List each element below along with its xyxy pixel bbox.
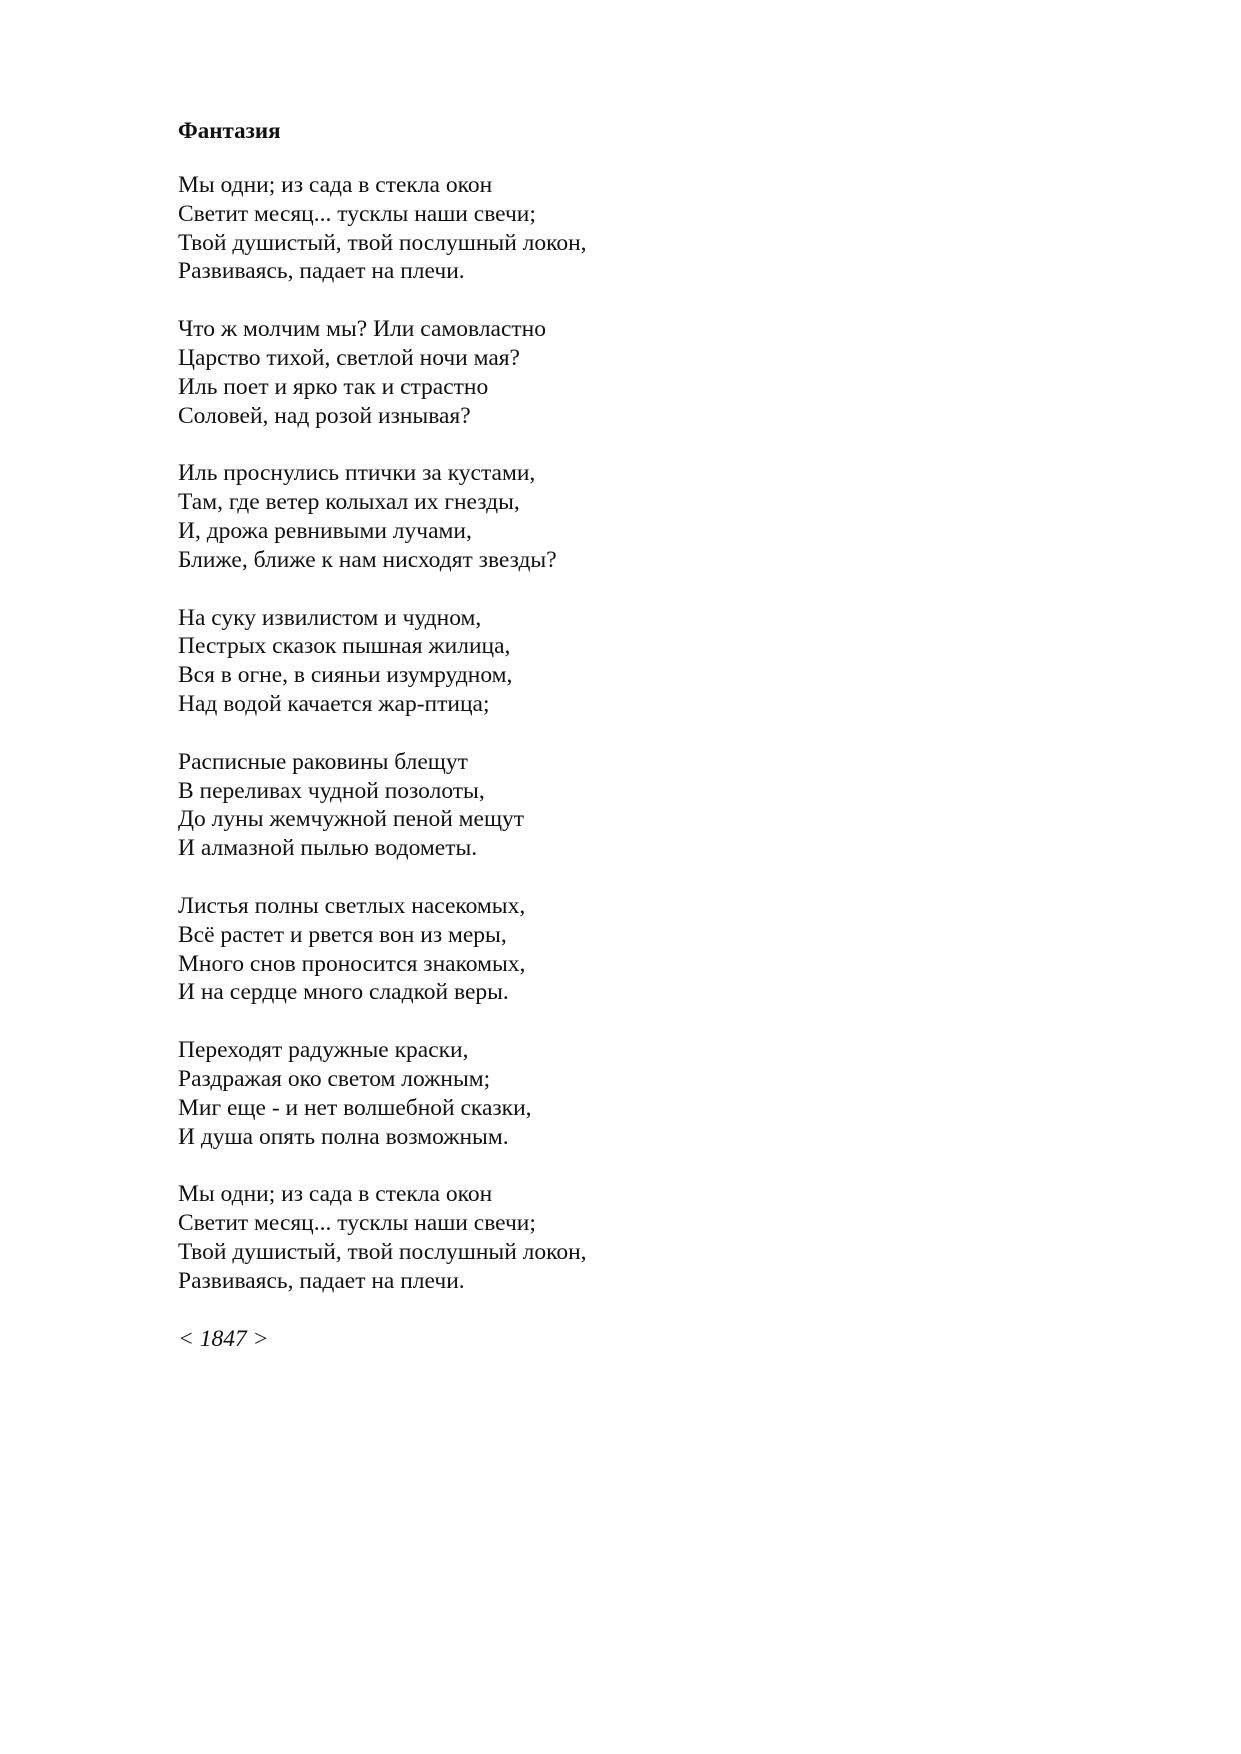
poem-line: Развиваясь, падает на плечи.	[178, 1267, 465, 1294]
poem-line: Что ж молчим мы? Или самовластно	[178, 316, 547, 343]
poem-line: Твой душистый, твой послушный локон,	[178, 1238, 587, 1265]
poem-line: Миг еще - и нет волшебной сказки,	[178, 1094, 532, 1121]
stanza-2	[178, 315, 1158, 430]
poem-line: Раздражая око светом ложным;	[178, 1065, 491, 1092]
poem-line: Пестрых сказок пышная жилица,	[178, 633, 511, 660]
poem-line: В переливах чудной позолоты,	[178, 777, 485, 804]
poem-line: Там, где ветер колыхал их гнезды,	[178, 489, 520, 516]
poem-line: И, дрожа ревнивыми лучами,	[178, 517, 472, 544]
poem-line: На суку извилистом и чудном,	[178, 604, 482, 631]
poem-line: Переходят радужные краски,	[178, 1037, 469, 1064]
poem-line: И душа опять полна возможным.	[178, 1123, 509, 1150]
poem-line: Ближе, ближе к нам нисходят звезды?	[178, 546, 557, 573]
poem-line: Твой душистый, твой послушный локон,	[178, 229, 587, 256]
poem-line: Мы одни; из сада в стекла окон	[178, 1181, 493, 1208]
stanza-1	[178, 171, 1158, 286]
poem-line: Всё растет и рвется вон из меры,	[178, 921, 507, 948]
stanza-3	[178, 459, 1158, 574]
stanza-8	[178, 1180, 1158, 1295]
poem-line: Листья полны светлых насекомых,	[178, 892, 526, 919]
poem-line: До луны жемчужной пеной мещут	[178, 806, 525, 833]
stanza-6	[178, 892, 1158, 1007]
poem-title: Фантазия	[178, 118, 281, 143]
poem-line: Расписные раковины блещут	[178, 748, 468, 775]
poem-line: Соловей, над розой изнывая?	[178, 402, 471, 429]
poem-line: Светит месяц... тусклы наши свечи;	[178, 1210, 536, 1237]
stanza-7	[178, 1036, 1158, 1151]
poem-line: Развиваясь, падает на плечи.	[178, 258, 465, 285]
poem-line: И на сердце много сладкой веры.	[178, 979, 509, 1006]
stanza-5	[178, 748, 1158, 863]
stanza-4	[178, 604, 1158, 719]
poem-line: Мы одни; из сада в стекла окон	[178, 172, 493, 198]
poem-line: И алмазной пылью водометы.	[178, 835, 478, 862]
poem-line: Иль проснулись птички за кустами,	[178, 460, 536, 487]
poem-date: < 1847 >	[178, 1325, 269, 1352]
poem-line: Царство тихой, светлой ночи мая?	[178, 344, 520, 371]
poem-line: Над водой качается жар-птица;	[178, 690, 490, 717]
document-page	[178, 116, 1158, 1354]
poem-line: Много снов проносится знакомых,	[178, 950, 526, 977]
poem-line: Светит месяц... тусклы наши свечи;	[178, 200, 536, 227]
poem-line: Иль поет и ярко так и страстно	[178, 373, 489, 400]
poem-line: Вся в огне, в сияньи изумрудном,	[178, 662, 513, 689]
